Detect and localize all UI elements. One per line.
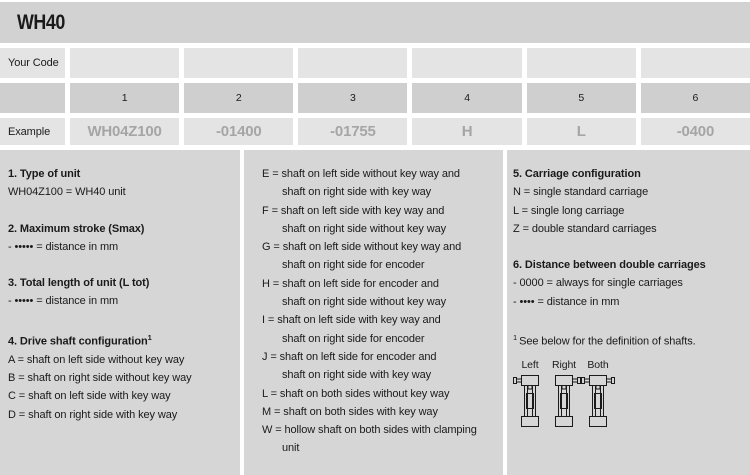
section-line: D = shaft on right side with key way (8, 408, 178, 421)
example-value-cell: L (527, 118, 636, 145)
section-lines (8, 238, 234, 256)
column-number-row (0, 83, 750, 113)
your-code-row (0, 48, 750, 78)
your-code-cell (641, 48, 750, 78)
ordering-code-table (0, 48, 750, 145)
shaft-code-line: unit (282, 442, 300, 455)
shaft-diagram-label: Right (551, 359, 576, 372)
shaft-code-line: F = shaft on left side with key way and (262, 204, 445, 217)
section-line: WH04Z100 = WH40 unit (8, 186, 126, 199)
shaft-code-line: shaft on right side without key way (282, 222, 447, 235)
shaft-diagram-label: Left (521, 359, 539, 372)
shaft-code-line: L = shaft on both sides without key way (262, 387, 450, 400)
your-code-cell (184, 48, 293, 78)
shaft-code-line: shaft on right side with key way (282, 186, 432, 199)
shaft-unit-drawing-left-icon (513, 373, 547, 431)
column-number-cell: 1 (70, 83, 179, 113)
section-type-of-unit (8, 165, 234, 202)
shaft-diagrams (513, 359, 744, 431)
section-heading: 5. Carriage configuration (513, 168, 641, 180)
shaft-code-line: G = shaft on left side without key way and (262, 241, 462, 254)
section-heading: 4. Drive shaft configuration$^1$ (8, 332, 152, 348)
example-value-cell: WH04Z100 (70, 118, 179, 145)
example-row (0, 118, 750, 145)
section-lines (8, 351, 234, 424)
section-lines (513, 274, 744, 311)
section-line: N = single standard carriage (513, 186, 649, 199)
shaft-code-line: J = shaft on left side for encoder and (262, 350, 437, 363)
section-distance-between-carriages (513, 256, 744, 311)
shaft-code-line: E = shaft on left side without key way and (262, 168, 460, 180)
section-line: - ••••• = distance in mm (8, 240, 119, 253)
column-number-cell: 2 (184, 83, 293, 113)
shaft-code-line: shaft on right side with key way (282, 369, 432, 382)
section-line: - •••• = distance in mm (513, 295, 620, 308)
section-line: - ••••• = distance in mm (8, 295, 119, 308)
shaft-diagram-left (513, 359, 547, 431)
legend-panels (0, 150, 750, 475)
section-heading: 3. Total length of unit (L tot) (8, 277, 150, 290)
shaft-diagram-right (547, 359, 581, 431)
section-line: C = shaft on left side with key way (8, 390, 171, 403)
title-band (0, 2, 750, 43)
your-code-cell (412, 48, 521, 78)
section-line: L = single long carriage (513, 204, 625, 217)
your-code-row-label: Your Code (0, 48, 65, 78)
your-code-cell (70, 48, 179, 78)
shaft-codes-list (262, 165, 499, 458)
shaft-code-line: shaft on right side for encoder (282, 259, 425, 272)
column-number-cell: 3 (298, 83, 407, 113)
section-line: Z = double standard carriages (513, 222, 657, 235)
shaft-code-line: shaft on right side without key way (282, 296, 447, 309)
example-row-label: Example (0, 118, 65, 145)
shaft-unit-drawing-right-icon (547, 373, 581, 431)
example-value-cell: -01755 (298, 118, 407, 145)
section-lines (513, 183, 744, 238)
column-number-cell: 6 (641, 83, 750, 113)
shaft-diagram-both (581, 359, 615, 431)
your-code-cell (298, 48, 407, 78)
section-lines (8, 183, 234, 201)
legend-panel-left (0, 150, 240, 475)
example-value-cell: H (412, 118, 521, 145)
footnote-marker: 1 (147, 332, 152, 342)
section-lines (8, 292, 234, 310)
column-number-row-label (0, 83, 65, 113)
section-line: B = shaft on right side without key way (8, 372, 192, 385)
section-drive-shaft-configuration (8, 329, 234, 424)
shaft-code-line: M = shaft on both sides with key way (262, 405, 438, 418)
section-line: A = shaft on left side without key way (8, 353, 185, 366)
section-maximum-stroke (8, 220, 234, 257)
example-value-cell: -01400 (184, 118, 293, 145)
section-heading: 1. Type of unit (8, 168, 81, 180)
section-line: - 0000 = always for single carriages (513, 277, 683, 290)
section-carriage-configuration (513, 165, 744, 238)
footnote-marker: 1 (513, 333, 518, 343)
legend-panel-middle (244, 150, 503, 475)
shaft-code-line: W = hollow shaft on both sides with clamping (262, 424, 477, 437)
shaft-code-line: shaft on right side for encoder (282, 332, 425, 345)
your-code-cell (527, 48, 636, 78)
shaft-code-line: I = shaft on left side with key way and (262, 314, 441, 327)
section-total-length (8, 274, 234, 311)
shaft-diagram-label: Both (587, 359, 609, 372)
section-heading: 2. Maximum stroke (Smax) (8, 222, 145, 235)
legend-panel-right (507, 150, 750, 475)
section-heading: 6. Distance between double carriages (513, 259, 706, 272)
shaft-unit-drawing-both-icon (581, 373, 615, 431)
shafts-footnote: $^1$ See below for the definition of shafts. (513, 333, 696, 348)
page-title: WH40 (17, 10, 65, 34)
column-number-cell: 4 (412, 83, 521, 113)
column-number-cell: 5 (527, 83, 636, 113)
example-value-cell: -0400 (641, 118, 750, 145)
shaft-code-line: H = shaft on left side for encoder and (262, 277, 439, 290)
